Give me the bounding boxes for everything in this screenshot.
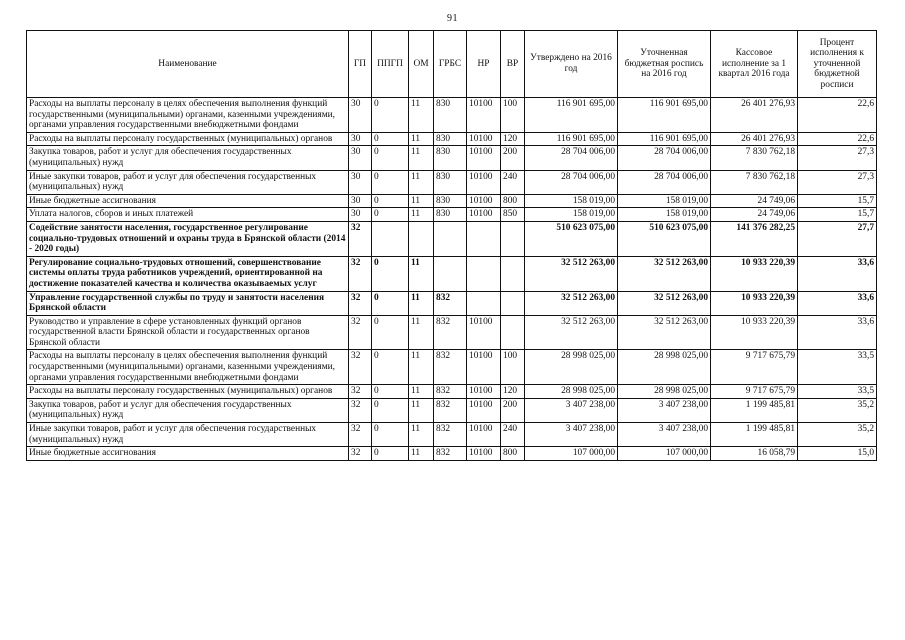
cell-nr: 10100 [467, 315, 501, 350]
cell-cash: 10 933 220,39 [711, 256, 798, 291]
cell-name: Иные закупки товаров, работ и услуг для обеспечения государственных (муниципальных) нужд [27, 170, 349, 194]
table-row [27, 350, 877, 385]
cell-approved: 3 407 238,00 [525, 398, 618, 422]
cell-cash: 16 058,79 [711, 447, 798, 461]
cell-ppgp: 0 [372, 132, 409, 146]
cell-om: 11 [409, 398, 434, 422]
column-header-approved: Утверждено на 2016 год [525, 31, 618, 98]
cell-refined: 28 998 025,00 [618, 385, 711, 399]
cell-om: 11 [409, 447, 434, 461]
cell-refined: 107 000,00 [618, 447, 711, 461]
cell-om: 11 [409, 315, 434, 350]
cell-percent: 27,7 [798, 221, 877, 256]
cell-refined: 28 998 025,00 [618, 350, 711, 385]
cell-vr: 100 [501, 98, 525, 133]
cell-vr: 200 [501, 146, 525, 170]
table-row [27, 423, 877, 447]
cell-om: 11 [409, 423, 434, 447]
cell-cash: 1 199 485,81 [711, 423, 798, 447]
cell-cash: 7 830 762,18 [711, 170, 798, 194]
cell-approved: 28 998 025,00 [525, 350, 618, 385]
cell-percent: 35,2 [798, 423, 877, 447]
cell-name: Расходы на выплаты персоналу государственных (муниципальных) органов [27, 132, 349, 146]
cell-grbs: 832 [434, 350, 467, 385]
cell-approved: 28 704 006,00 [525, 146, 618, 170]
column-header-cash: Кассовое исполнение за 1 квартал 2016 года [711, 31, 798, 98]
cell-cash: 9 717 675,79 [711, 350, 798, 385]
cell-approved: 116 901 695,00 [525, 132, 618, 146]
cell-ppgp [372, 221, 409, 256]
header-row [27, 31, 877, 98]
cell-grbs: 830 [434, 132, 467, 146]
table-row [27, 385, 877, 399]
cell-name: Закупка товаров, работ и услуг для обеспечения государственных (муниципальных) нужд [27, 146, 349, 170]
cell-nr: 10100 [467, 423, 501, 447]
cell-ppgp: 0 [372, 98, 409, 133]
cell-percent: 33,5 [798, 385, 877, 399]
cell-vr: 120 [501, 132, 525, 146]
cell-gp: 32 [349, 350, 372, 385]
cell-approved: 32 512 263,00 [525, 315, 618, 350]
table-row [27, 256, 877, 291]
cell-nr: 10100 [467, 170, 501, 194]
cell-percent: 22,6 [798, 98, 877, 133]
cell-cash: 24 749,06 [711, 194, 798, 208]
column-header-name: Наименование [27, 31, 349, 98]
cell-ppgp: 0 [372, 385, 409, 399]
cell-om: 11 [409, 194, 434, 208]
cell-vr: 800 [501, 194, 525, 208]
column-header-nr: НР [467, 31, 501, 98]
cell-ppgp: 0 [372, 256, 409, 291]
cell-percent: 33,6 [798, 315, 877, 350]
cell-refined: 116 901 695,00 [618, 98, 711, 133]
table-row [27, 315, 877, 350]
cell-ppgp: 0 [372, 146, 409, 170]
cell-vr: 100 [501, 350, 525, 385]
cell-cash: 9 717 675,79 [711, 385, 798, 399]
cell-percent: 22,6 [798, 132, 877, 146]
cell-nr: 10100 [467, 447, 501, 461]
cell-refined: 510 623 075,00 [618, 221, 711, 256]
cell-grbs: 830 [434, 98, 467, 133]
cell-vr [501, 256, 525, 291]
table-row [27, 398, 877, 422]
table-body [27, 98, 877, 461]
cell-approved: 510 623 075,00 [525, 221, 618, 256]
cell-name: Управление государственной службы по труду и занятости населения Брянской области [27, 291, 349, 315]
cell-vr: 850 [501, 208, 525, 222]
cell-percent: 27,3 [798, 146, 877, 170]
cell-cash: 24 749,06 [711, 208, 798, 222]
cell-refined: 28 704 006,00 [618, 170, 711, 194]
cell-om [409, 221, 434, 256]
cell-vr: 240 [501, 170, 525, 194]
cell-ppgp: 0 [372, 194, 409, 208]
cell-name: Руководство и управление в сфере установленных функций органов государственной власти Брянской области и государственных органов Брянской области [27, 315, 349, 350]
cell-approved: 158 019,00 [525, 208, 618, 222]
cell-gp: 32 [349, 423, 372, 447]
cell-approved: 28 704 006,00 [525, 170, 618, 194]
cell-nr: 10100 [467, 146, 501, 170]
cell-gp: 32 [349, 398, 372, 422]
cell-approved: 28 998 025,00 [525, 385, 618, 399]
cell-gp: 30 [349, 208, 372, 222]
cell-vr: 200 [501, 398, 525, 422]
table-row [27, 291, 877, 315]
column-header-om: ОМ [409, 31, 434, 98]
table-row [27, 447, 877, 461]
cell-vr [501, 221, 525, 256]
cell-gp: 32 [349, 221, 372, 256]
cell-percent: 15,7 [798, 208, 877, 222]
column-header-vr: ВР [501, 31, 525, 98]
cell-vr [501, 315, 525, 350]
cell-om: 11 [409, 132, 434, 146]
cell-percent: 33,6 [798, 256, 877, 291]
cell-ppgp: 0 [372, 423, 409, 447]
cell-nr: 10100 [467, 350, 501, 385]
cell-cash: 10 933 220,39 [711, 291, 798, 315]
cell-refined: 3 407 238,00 [618, 423, 711, 447]
cell-name: Расходы на выплаты персоналу в целях обеспечения выполнения функций государственными (муниципальными) органами, казенными учреждениями, органами управления государственными внебюджетными фондами [27, 350, 349, 385]
cell-approved: 32 512 263,00 [525, 256, 618, 291]
cell-nr: 10100 [467, 385, 501, 399]
table-row [27, 132, 877, 146]
cell-percent: 33,6 [798, 291, 877, 315]
cell-vr: 800 [501, 447, 525, 461]
cell-om: 11 [409, 350, 434, 385]
cell-name: Иные бюджетные ассигнования [27, 447, 349, 461]
cell-grbs: 830 [434, 170, 467, 194]
column-header-percent: Процент исполнения к уточненной бюджетной росписи [798, 31, 877, 98]
cell-percent: 27,3 [798, 170, 877, 194]
cell-grbs: 830 [434, 208, 467, 222]
cell-om: 11 [409, 170, 434, 194]
cell-ppgp: 0 [372, 170, 409, 194]
cell-percent: 35,2 [798, 398, 877, 422]
cell-ppgp: 0 [372, 350, 409, 385]
cell-grbs: 832 [434, 291, 467, 315]
cell-percent: 15,7 [798, 194, 877, 208]
cell-gp: 32 [349, 291, 372, 315]
cell-name: Расходы на выплаты персоналу государственных (муниципальных) органов [27, 385, 349, 399]
cell-name: Содействие занятости населения, государственное регулирование социально-трудовых отношений и охраны труда в Брянской области (2014 - 2020 годы) [27, 221, 349, 256]
cell-vr [501, 291, 525, 315]
column-header-ppgp: ППГП [372, 31, 409, 98]
cell-grbs: 830 [434, 146, 467, 170]
cell-refined: 32 512 263,00 [618, 256, 711, 291]
cell-nr: 10100 [467, 194, 501, 208]
cell-gp: 30 [349, 170, 372, 194]
cell-refined: 158 019,00 [618, 208, 711, 222]
budget-table [26, 30, 877, 461]
cell-om: 11 [409, 385, 434, 399]
table-row [27, 98, 877, 133]
cell-grbs: 832 [434, 447, 467, 461]
cell-nr [467, 221, 501, 256]
cell-gp: 32 [349, 315, 372, 350]
table-row [27, 170, 877, 194]
cell-cash: 7 830 762,18 [711, 146, 798, 170]
cell-gp: 30 [349, 146, 372, 170]
table-row [27, 208, 877, 222]
cell-approved: 158 019,00 [525, 194, 618, 208]
table-row [27, 221, 877, 256]
cell-percent: 33,5 [798, 350, 877, 385]
cell-name: Иные закупки товаров, работ и услуг для обеспечения государственных (муниципальных) нужд [27, 423, 349, 447]
cell-cash: 10 933 220,39 [711, 315, 798, 350]
cell-vr: 240 [501, 423, 525, 447]
cell-cash: 26 401 276,93 [711, 98, 798, 133]
cell-refined: 32 512 263,00 [618, 315, 711, 350]
cell-gp: 32 [349, 385, 372, 399]
cell-refined: 3 407 238,00 [618, 398, 711, 422]
cell-name: Уплата налогов, сборов и иных платежей [27, 208, 349, 222]
cell-nr [467, 291, 501, 315]
cell-gp: 32 [349, 447, 372, 461]
cell-nr [467, 256, 501, 291]
cell-cash: 1 199 485,81 [711, 398, 798, 422]
cell-grbs: 832 [434, 385, 467, 399]
cell-grbs: 830 [434, 194, 467, 208]
cell-gp: 30 [349, 194, 372, 208]
cell-om: 11 [409, 256, 434, 291]
cell-om: 11 [409, 291, 434, 315]
cell-om: 11 [409, 146, 434, 170]
cell-ppgp: 0 [372, 291, 409, 315]
cell-approved: 3 407 238,00 [525, 423, 618, 447]
cell-gp: 30 [349, 132, 372, 146]
cell-grbs [434, 256, 467, 291]
cell-nr: 10100 [467, 98, 501, 133]
cell-approved: 107 000,00 [525, 447, 618, 461]
cell-approved: 32 512 263,00 [525, 291, 618, 315]
cell-ppgp: 0 [372, 447, 409, 461]
cell-refined: 32 512 263,00 [618, 291, 711, 315]
cell-vr: 120 [501, 385, 525, 399]
page-number: 91 [447, 13, 458, 24]
cell-refined: 116 901 695,00 [618, 132, 711, 146]
cell-name: Иные бюджетные ассигнования [27, 194, 349, 208]
cell-ppgp: 0 [372, 208, 409, 222]
cell-name: Регулирование социально-трудовых отношений, совершенствование системы оплаты труда работников учреждений, ориентированной на достижение показателей качества и количества оказываемых услуг [27, 256, 349, 291]
table-row [27, 146, 877, 170]
column-header-refined: Уточненная бюджетная роспись на 2016 год [618, 31, 711, 98]
cell-grbs [434, 221, 467, 256]
cell-gp: 32 [349, 256, 372, 291]
cell-om: 11 [409, 208, 434, 222]
cell-cash: 26 401 276,93 [711, 132, 798, 146]
cell-refined: 28 704 006,00 [618, 146, 711, 170]
cell-name: Закупка товаров, работ и услуг для обеспечения государственных (муниципальных) нужд [27, 398, 349, 422]
cell-grbs: 832 [434, 398, 467, 422]
cell-om: 11 [409, 98, 434, 133]
cell-grbs: 832 [434, 423, 467, 447]
cell-refined: 158 019,00 [618, 194, 711, 208]
cell-approved: 116 901 695,00 [525, 98, 618, 133]
cell-cash: 141 376 282,25 [711, 221, 798, 256]
cell-percent: 15,0 [798, 447, 877, 461]
cell-ppgp: 0 [372, 315, 409, 350]
cell-ppgp: 0 [372, 398, 409, 422]
cell-nr: 10100 [467, 398, 501, 422]
table-row [27, 194, 877, 208]
cell-nr: 10100 [467, 208, 501, 222]
column-header-grbs: ГРБС [434, 31, 467, 98]
cell-nr: 10100 [467, 132, 501, 146]
cell-gp: 30 [349, 98, 372, 133]
column-header-gp: ГП [349, 31, 372, 98]
cell-name: Расходы на выплаты персоналу в целях обеспечения выполнения функций государственными (муниципальными) органами, казенными учреждениями, органами управления государственными внебюджетными фондами [27, 98, 349, 133]
cell-grbs: 832 [434, 315, 467, 350]
